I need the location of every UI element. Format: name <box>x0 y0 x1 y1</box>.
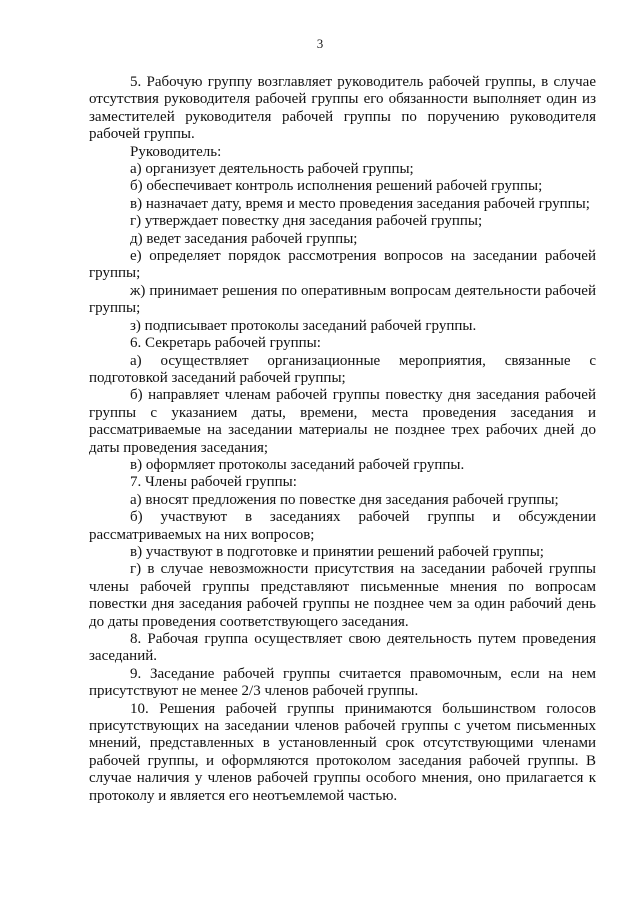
paragraph-5-intro: 5. Рабочую группу возглавляет руководитель рабочей группы, в случае отсутствия руководителя рабочей группы его обязанности выполняет один из заместителей руководителя рабочей группы по поручению руководителя рабочей группы. <box>89 74 596 143</box>
list-item-head-g: ж) принимает решения по оперативным вопросам деятельности рабочей группы; <box>89 282 596 317</box>
paragraph-7-heading: 7. Члены рабочей группы: <box>130 474 297 491</box>
document-body <box>89 74 596 805</box>
paragraph-head-heading: Руководитель: <box>130 143 222 160</box>
list-item-head-h: з) подписывает протоколы заседаний рабочей группы. <box>130 317 477 334</box>
list-item-head-f: е) определяет порядок рассмотрения вопросов на заседании рабочей группы; <box>89 248 596 282</box>
list-item-members-c: в) участвуют в подготовке и принятии решений рабочей группы; <box>130 543 544 560</box>
list-item-head-b: б) обеспечивает контроль исполнения решений рабочей группы; <box>130 178 543 195</box>
list-item-secretary-b: б) направляет членам рабочей группы повестку дня заседания рабочей группы с указанием даты, времени, места проведения заседания и рассматриваемые на заседании материалы не позднее трех рабочих дней до даты проведения заседания; <box>89 387 596 456</box>
list-item-members-a: а) вносят предложения по повестке дня заседания рабочей группы; <box>130 491 559 508</box>
list-item-secretary-c: в) оформляет протоколы заседаний рабочей группы. <box>130 456 465 473</box>
list-item-head-c: в) назначает дату, время и место проведения заседания рабочей группы; <box>130 195 590 212</box>
list-item-members-d: г) в случае невозможности присутствия на заседании рабочей группы члены рабочей группы представляют письменные мнения по вопросам повестки дня заседания рабочей группы не позднее чем за один рабочий день до даты проведения соответствующего заседания. <box>89 561 596 630</box>
paragraph-8: 8. Рабочая группа осуществляет свою деятельность путем проведения заседаний. <box>89 631 596 665</box>
list-item-head-d: г) утверждает повестку дня заседания рабочей группы; <box>130 213 483 230</box>
list-item-secretary-a: а) осуществляет организационные мероприятия, связанные с подготовкой заседаний рабочей группы; <box>89 352 596 386</box>
paragraph-10: 10. Решения рабочей группы принимаются большинством голосов присутствующих на заседании членов рабочей группы с учетом письменных мнений, представленных в установленный срок отсутствующими членами рабочей группы, и оформляются протоколом заседания рабочей группы. В случае наличия у членов рабочей группы особого мнения, оно прилагается к протоколу и является его неотъемлемой частью. <box>89 700 596 804</box>
list-item-head-a: а) организует деятельность рабочей группы; <box>130 161 414 178</box>
list-item-members-b: б) участвуют в заседаниях рабочей группы и обсуждении рассматриваемых на них вопросов; <box>89 509 596 543</box>
paragraph-6-heading: 6. Секретарь рабочей группы: <box>130 335 321 352</box>
list-item-head-e: д) ведет заседания рабочей группы; <box>130 230 358 247</box>
page-number: 3 <box>316 36 324 51</box>
paragraph-9: 9. Заседание рабочей группы считается правомочным, если на нем присутствуют не менее 2/3 членов рабочей группы. <box>89 665 596 700</box>
